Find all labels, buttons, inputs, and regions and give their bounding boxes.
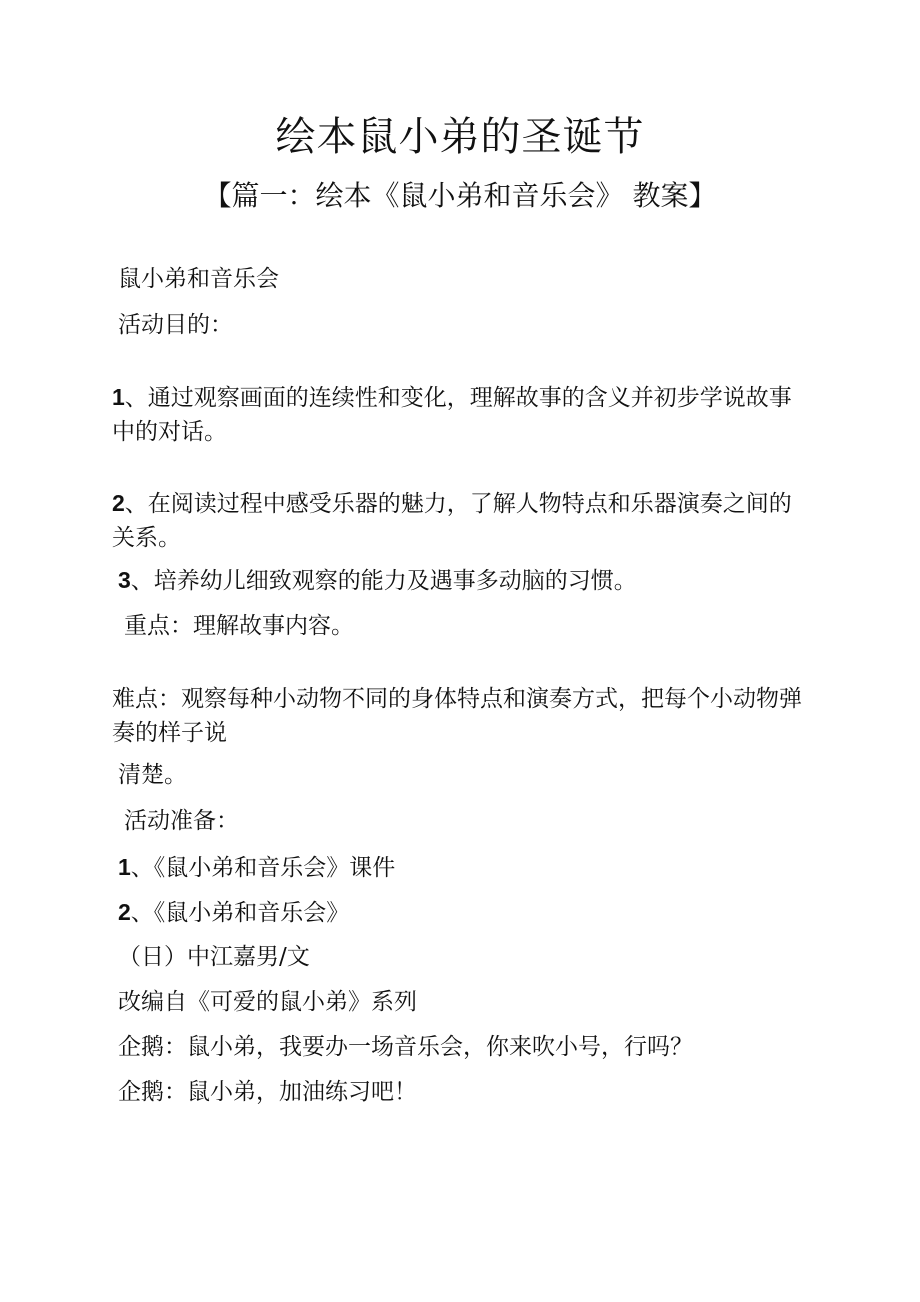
goal-1-number: 1 [112, 384, 125, 410]
difficulty-continued: 清楚。 [118, 762, 187, 788]
prep-1-text: 、《鼠小弟和音乐会》课件 [130, 855, 396, 881]
goal-item-3 [118, 563, 637, 598]
difficulty: 难点：观察每种小动物不同的身体特点和演奏方式，把每个小动物弹奏的样子说 [112, 686, 802, 746]
goal-2-number: 2 [112, 490, 125, 516]
prep-item-2 [118, 895, 349, 930]
goals-label: 活动目的： [118, 312, 233, 338]
goal-item-2 [112, 486, 812, 555]
document-title: 绘本鼠小弟的圣诞节 [275, 114, 645, 160]
goal-3-number: 3 [118, 567, 131, 593]
adapted-line: 改编自《可爱的鼠小弟》系列 [118, 989, 417, 1015]
prep-2-text: 、《鼠小弟和音乐会》 [130, 900, 350, 926]
dialogue-line-2: 企鹅：鼠小弟，加油练习吧！ [118, 1079, 417, 1105]
prep-label: 活动准备： [124, 808, 239, 834]
goal-item-1 [112, 380, 812, 449]
prep-item-1 [118, 850, 395, 885]
prep-2-number: 2 [118, 899, 131, 925]
goal-3-text: 、培养幼儿细致观察的能力及遇事多动脑的习惯。 [130, 568, 637, 594]
document-subtitle: 【篇一：绘本《鼠小弟和音乐会》 教案】 [203, 179, 717, 212]
dialogue-line-1: 企鹅：鼠小弟，我要办一场音乐会，你来吹小号，行吗？ [118, 1034, 693, 1060]
section-heading: 鼠小弟和音乐会 [118, 266, 279, 292]
prep-1-number: 1 [118, 854, 131, 880]
goal-2-text: 、在阅读过程中感受乐器的魅力，了解人物特点和乐器演奏之间的关系。 [112, 491, 792, 551]
author-line: （日）中江嘉男/文 [118, 944, 310, 970]
goal-1-text: 、通过观察画面的连续性和变化，理解故事的含义并初步学说故事中的对话。 [112, 385, 792, 445]
key-point: 重点：理解故事内容。 [124, 613, 354, 639]
